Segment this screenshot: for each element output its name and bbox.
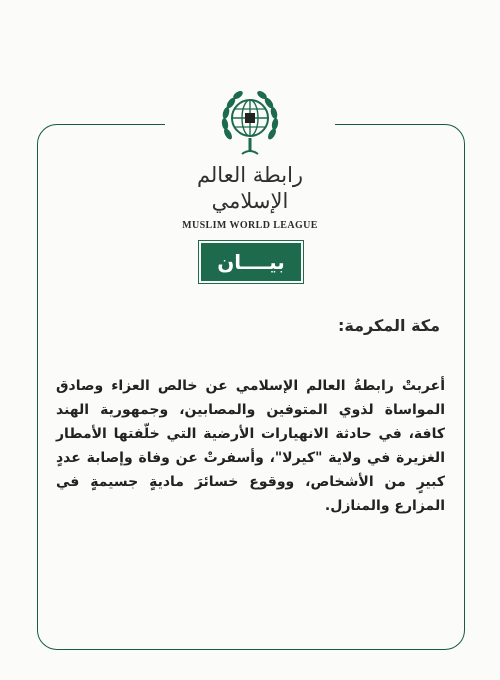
statement-badge-label: بيــــان bbox=[201, 243, 301, 281]
statement-badge bbox=[198, 240, 304, 284]
globe-wreath-emblem-icon bbox=[220, 86, 280, 158]
logo-arabic-name: رابطة العالم الإسلامي bbox=[196, 163, 304, 213]
mwl-logo bbox=[165, 82, 335, 237]
dateline: مكة المكرمة: bbox=[338, 316, 440, 335]
logo-english-name: MUSLIM WORLD LEAGUE bbox=[182, 220, 318, 231]
statement-body: أعربتْ رابطةُ العالم الإسلامي عن خالص العزاء وصادق المواساة لذوي المتوفين والمصابين، وجمهورية الهند كافة، في حادثة الانهيارات الأرضية التي خلّفتها الأمطار الغزيرة في ولاية "كيرلا"، وأسفرتْ عن وفاة وإصابة عددٍ كبيرٍ من الأشخاص، ووقوع خسائرَ ماديةٍ جسيمةٍ في المزارع والمنازل. bbox=[56, 378, 445, 514]
